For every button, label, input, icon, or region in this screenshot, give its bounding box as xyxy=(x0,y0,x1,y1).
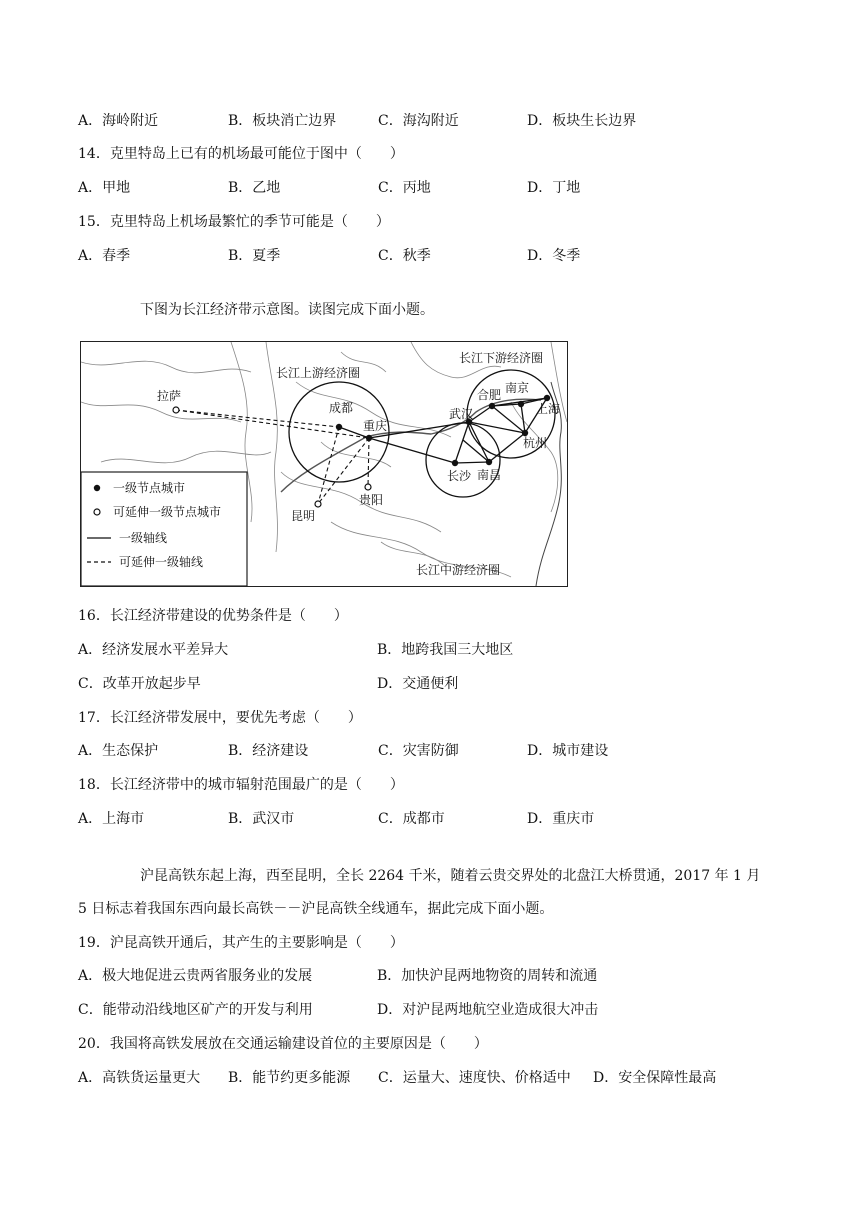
q18-option-c: C．成都市 xyxy=(378,811,445,827)
intro-hukun-line2: 5 日标志着我国东西向最长高铁－－沪昆高铁全线通车，据此完成下面小题。 xyxy=(78,901,554,917)
q18-stem: 18．长江经济带中的城市辐射范围最广的是（ ） xyxy=(78,777,404,793)
legend-primary-node-symbol xyxy=(94,485,100,491)
q20-option-d: D．安全保障性最高 xyxy=(593,1070,717,1086)
q18-option-d: D．重庆市 xyxy=(527,811,595,827)
map-svg xyxy=(81,342,567,586)
q18-option-a: A．上海市 xyxy=(78,811,145,827)
q15-option-b: B．夏季 xyxy=(228,248,281,264)
q17-stem: 17．长江经济带发展中，要优先考虑（ ） xyxy=(78,710,362,726)
q20-option-a: A．高铁货运量更大 xyxy=(78,1070,201,1086)
label-chongqing: 重庆 xyxy=(363,419,388,433)
label-lasa: 拉萨 xyxy=(157,389,182,403)
q18-option-b: B．武汉市 xyxy=(228,811,295,827)
label-kunming: 昆明 xyxy=(291,509,316,523)
label-shanghai: 上海 xyxy=(536,402,561,416)
node-nanchang xyxy=(486,459,492,465)
q17-option-d: D．城市建设 xyxy=(527,743,609,759)
q17-option-a: A．生态保护 xyxy=(78,743,159,759)
label-wuhan: 武汉 xyxy=(449,407,474,421)
legend-extendable-node-symbol xyxy=(94,509,100,515)
legend-extendable-axis: 可延伸一级轴线 xyxy=(119,555,204,569)
node-lasa xyxy=(173,407,179,413)
node-chengdu xyxy=(336,424,342,430)
q13-option-d: D．板块生长边界 xyxy=(527,113,637,129)
q19-option-a: A．极大地促进云贵两省服务业的发展 xyxy=(78,968,313,984)
label-guiyang: 贵阳 xyxy=(359,493,384,507)
label-nanchang: 南昌 xyxy=(477,468,502,482)
yangtze-economic-belt-map xyxy=(80,341,568,587)
q20-option-b: B．能节约更多能源 xyxy=(228,1070,351,1086)
q20-stem: 20．我国将高铁发展放在交通运输建设首位的主要原因是（ ） xyxy=(78,1036,488,1052)
q14-option-b: B．乙地 xyxy=(228,180,281,196)
q20-option-c: C．运量大、速度快、价格适中 xyxy=(378,1070,571,1086)
q13-option-b: B．板块消亡边界 xyxy=(228,113,337,129)
label-hangzhou: 杭州 xyxy=(523,436,548,450)
node-guiyang xyxy=(365,484,371,490)
q19-option-b: B．加快沪昆两地物资的周转和流通 xyxy=(377,968,598,984)
q15-option-d: D．冬季 xyxy=(527,248,581,264)
intro-hukun-line1: 沪昆高铁东起上海，西至昆明，全长 2264 千米，随着云贵交界处的北盘江大桥贯通，2017 年 1 月 xyxy=(140,868,761,884)
q16-stem: 16．长江经济带建设的优势条件是（ ） xyxy=(78,608,348,624)
q13-option-c: C．海沟附近 xyxy=(378,113,459,129)
node-shanghai xyxy=(544,395,550,401)
q19-option-d: D．对沪昆两地航空业造成很大冲击 xyxy=(377,1002,599,1018)
q14-stem: 14．克里特岛上已有的机场最可能位于图中（ ） xyxy=(78,146,404,162)
label-hefei: 合肥 xyxy=(477,388,502,402)
q14-option-d: D．丁地 xyxy=(527,180,581,196)
q13-option-a: A．海岭附近 xyxy=(78,113,159,129)
label-changsha: 长沙 xyxy=(447,469,472,483)
label-downstream: 长江下游经济圈 xyxy=(459,351,544,365)
q19-stem: 19．沪昆高铁开通后，其产生的主要影响是（ ） xyxy=(78,935,404,951)
q19-option-c: C．能带动沿线地区矿产的开发与利用 xyxy=(78,1002,313,1018)
map-legend xyxy=(81,472,247,586)
intro-yangtze: 下图为长江经济带示意图。读图完成下面小题。 xyxy=(140,302,434,318)
q17-option-b: B．经济建设 xyxy=(228,743,309,759)
legend-primary-axis: 一级轴线 xyxy=(119,531,168,545)
node-hefei xyxy=(489,403,495,409)
label-midstream: 长江中游经济圈 xyxy=(416,563,501,577)
node-chongqing xyxy=(366,435,372,441)
node-changsha xyxy=(452,460,458,466)
node-kunming xyxy=(315,501,321,507)
label-chengdu: 成都 xyxy=(329,401,354,415)
q15-option-c: C．秋季 xyxy=(378,248,431,264)
q14-option-a: A．甲地 xyxy=(78,180,131,196)
q16-option-d: D．交通便利 xyxy=(377,676,459,692)
q15-stem: 15．克里特岛上机场最繁忙的季节可能是（ ） xyxy=(78,214,390,230)
label-upstream: 长江上游经济圈 xyxy=(276,366,361,380)
node-nanjing xyxy=(518,401,524,407)
q16-option-a: A．经济发展水平差异大 xyxy=(78,642,229,658)
legend-extendable-node: 可延伸一级节点城市 xyxy=(113,505,222,519)
legend-primary-node: 一级节点城市 xyxy=(113,481,186,495)
q16-option-c: C．改革开放起步早 xyxy=(78,676,201,692)
label-nanjing: 南京 xyxy=(505,381,530,395)
q16-option-b: B．地跨我国三大地区 xyxy=(377,642,514,658)
q14-option-c: C．丙地 xyxy=(378,180,431,196)
q15-option-a: A．春季 xyxy=(78,248,131,264)
q17-option-c: C．灾害防御 xyxy=(378,743,459,759)
